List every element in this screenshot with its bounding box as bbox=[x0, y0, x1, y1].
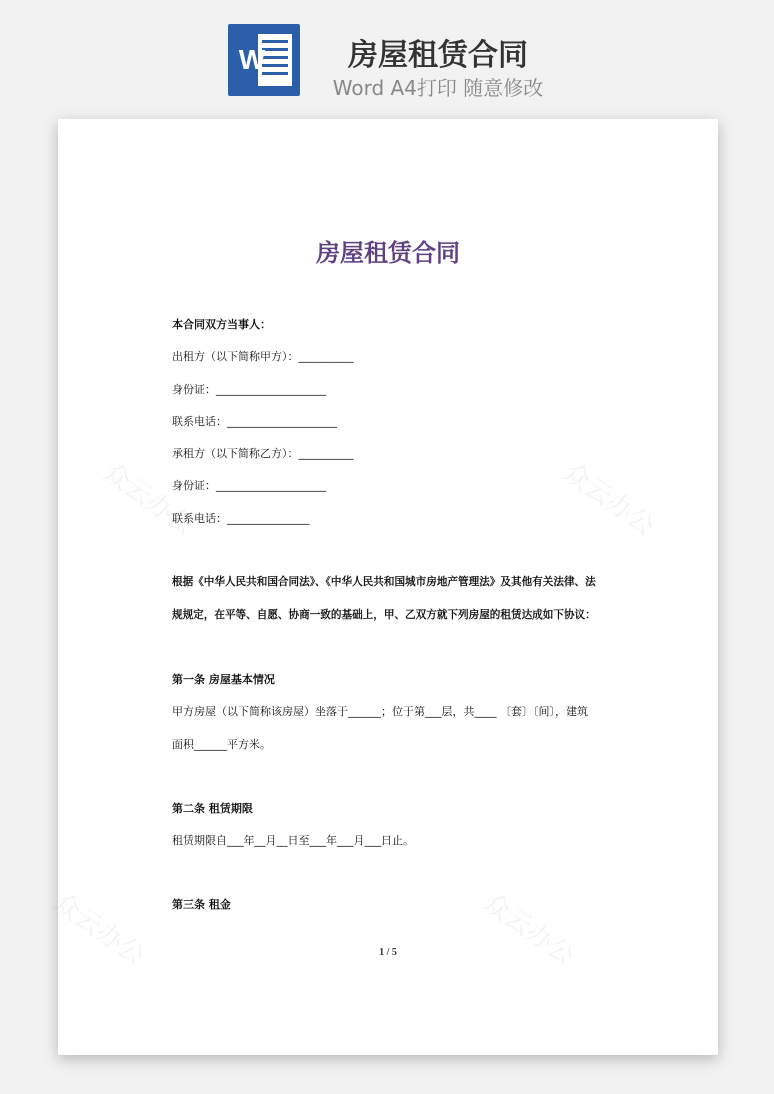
word-document-icon bbox=[228, 24, 300, 96]
lessee-line: 承租方（以下简称乙方）：__________ bbox=[172, 447, 354, 460]
watermark: 众云办公 bbox=[477, 887, 580, 972]
document-title: 房屋租赁合同 bbox=[316, 239, 460, 267]
watermark: 众云办公 bbox=[97, 457, 200, 542]
parties-heading: 本合同双方当事人： bbox=[172, 318, 271, 331]
legal-basis-line-2: 规规定，在平等、自愿、协商一致的基础上，甲、乙双方就下列房屋的租赁达成如下协议： bbox=[172, 609, 596, 621]
header bbox=[0, 0, 774, 110]
header-subtitle: Word A4打印 随意修改 bbox=[332, 76, 544, 100]
article-1-line-2: 面积______平方米。 bbox=[172, 738, 271, 751]
page-number: 1 / 5 bbox=[379, 947, 397, 958]
lessee-phone-line: 联系电话：_______________ bbox=[172, 512, 310, 525]
document-page bbox=[47, 119, 718, 1055]
lessor-line: 出租方（以下简称甲方）：__________ bbox=[172, 350, 354, 363]
legal-basis-line-1: 根据《中华人民共和国合同法》、《中华人民共和国城市房地产管理法》及其他有关法律、法 bbox=[172, 576, 596, 588]
article-3-heading: 第三条 租金 bbox=[172, 898, 231, 911]
lessee-id-line: 身份证：____________________ bbox=[172, 479, 326, 492]
article-2-line-1: 租赁期限自___年__月__日至___年___月___日止。 bbox=[172, 834, 414, 847]
word-icon-letter: W bbox=[238, 44, 266, 75]
article-1-line-1: 甲方房屋（以下简称该房屋）坐落于______；位于第___层，共____ 〔套〕〔间〕，建筑 bbox=[172, 705, 588, 718]
watermark: 众云办公 bbox=[47, 887, 150, 972]
lessor-phone-line: 联系电话：____________________ bbox=[172, 415, 337, 428]
header-title: 房屋租赁合同 bbox=[348, 38, 528, 73]
article-2-heading: 第二条 租赁期限 bbox=[172, 802, 253, 815]
watermark: 众云办公 bbox=[557, 457, 660, 542]
article-1-heading: 第一条 房屋基本情况 bbox=[172, 673, 275, 686]
lessor-id-line: 身份证：____________________ bbox=[172, 383, 326, 396]
